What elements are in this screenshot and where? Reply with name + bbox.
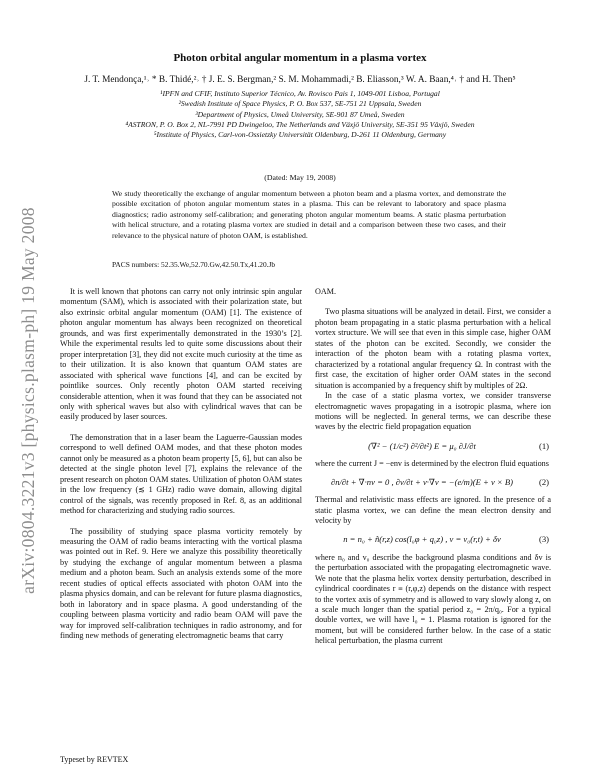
typeset-footer: Typeset by REVTEX [60, 755, 129, 764]
pacs-numbers: PACS numbers: 52.35.We,52.70.Gw,42.50.Tx,41.20.Jb [112, 260, 276, 269]
paragraph: The demonstration that in a laser beam the Laguerre-Gaussian modes correspond to well defined OAM modes, and that these photon modes cannot only be measured as a photon beam property [5, 6], but can also be detected at the single photon level [7], explains the relevance of the present research on photon OAM states. Utilization of photon OAM states in the low frequency (≲ 1 GHz) radio wave domain, allowing digital control of the signals, was recently proposed in Ref. 8, as an additional method for characterizing and studying radio sources. [60, 432, 302, 516]
equation-2 [315, 469, 551, 495]
arxiv-sidebar [10, 180, 46, 620]
left-column [60, 287, 302, 642]
abstract: We study theoretically the exchange of angular momentum between a photon beam and a plasma vortex, and demonstrate the possible excitation of photon angular momentum states in a plasma. This can be relevant to laboratory and space plasma diagnostics; radio astronomy self-calibration; and generating photon angular momentum beams. A static plasma perturbation with helical structure, and a rotating plasma vortex are studied in detail and a comparison between these two cases, and their relevance to the physical nature of photon OAM, is established. [112, 189, 506, 240]
affiliation-3: ³Department of Physics, Umeå University, SE-901 87 Umeå, Sweden [195, 109, 405, 119]
paragraph: OAM. [315, 287, 336, 296]
author-list: J. T. Mendonça,¹˒ * B. Thidé,²˒ † J. E. S. Bergman,² S. M. Mohammadi,² B. Eliasson,³ W. A. Baan,⁴˒ † and H. Then⁵ [84, 75, 516, 85]
paragraph: In the case of a static plasma vortex, we consider transverse electromagnetic waves propagating in a isotropic plasma, where ion motions will be neglected. In general terms, we can describe these waves by the electric field propagation equation [315, 391, 551, 432]
equation-body: ∂n/∂t + ∇·nv = 0 , ∂v/∂t + v·∇v = −(e/m)(E + v × B) [331, 477, 513, 488]
paper-title: Photon orbital angular momentum in a plasma vortex [173, 52, 427, 64]
affiliation-1: ¹IPFN and CFIF, Instituto Superior Técnico, Av. Rovisco Pais 1, 1049-001 Lisboa, Portugal [160, 89, 440, 98]
equation-number: (2) [538, 477, 549, 488]
paragraph: where n₀ and v₀ describe the background plasma conditions and δv is the perturbation associated with the propagating electromagnetic wave. We note that the plasma helix vortex density perturbation, described in cylindrical coordinates r ≡ (r,φ,z) depends on the distance with respect to the vortex axis of symmetry and is allowed to vary slowly along z, on a scale much longer than the spatial period z₀ = 2π/q₀. For a typical double vortex, we will have l₀ = 1. Plasma rotation is ignored for the moment, but will be considered further below. In the case of a static helical perturbation, the plasma current [315, 552, 551, 646]
affiliations [50, 89, 550, 140]
affiliation-2: ²Swedish Institute of Space Physics, P. O. Box 537, SE-751 21 Uppsala, Sweden [178, 99, 422, 109]
affiliation-5: ⁵Institute of Physics, Carl-von-Ossietzky Universität Oldenburg, D-261 11 Oldenburg, Germany [153, 130, 447, 140]
equation-body: (∇² − (1/c²) ∂²/∂t²) E = μ₀ ∂J/∂t [368, 440, 476, 451]
equation-body: n = n₀ + ñ(r,z) cos(l₀φ + q₀z) , v = v₀(r,t) + δv [343, 534, 501, 545]
paragraph: The possibility of studying space plasma vorticity remotely by measuring the OAM of radio beams interacting with the vortical plasma was pointed out in Ref. 9. Here we analyze this possibility theoretically by studying the exchange of angular momentum between a plasma medium and a photon beam. Such an analysis extends some of the more recent studies of optical effects associated with photon OAM into the plasma physics domain, and can be relevant for future plasma diagnostics, both in laboratory and in space plasma. A good understanding of the coupling between plasma vorticity and radio beam OAM will pave the way for improved self-calibration techniques in radio astronomy, and for finding new methods of generating electromagnetic beams that carry [60, 526, 302, 641]
affiliation-4: ⁴ASTRON, P. O. Box 2, NL-7991 PD Dwingeloo, The Netherlands and Växjö University, SE-351 95 Växjö, Sweden [125, 119, 475, 129]
equation-number: (3) [538, 534, 549, 545]
equation-number: (1) [538, 440, 549, 451]
paragraph: Two plasma situations will be analyzed in detail. First, we consider a photon beam propagating in a static plasma perturbation with a helical vortex structure. We will see that even in this simple case, higher OAM states of the photon can be excited. Secondly, we consider the interaction of the photon beam with a rotating plasma vortex, characterized by a rotational angular frequency Ω. In contrast with the first case, the excitation of higher order OAM states in the second situation is accompanied by a frequency shift by multiples of 2Ω. [315, 307, 551, 390]
paragraph: Thermal and relativistic mass effects are ignored. In the presence of a static plasma vortex, we can define the mean electron density and velocity by [315, 495, 551, 526]
paragraph: It is well known that photons can carry not only intrinsic spin angular momentum (SAM), which is associated with their polarization state, but also extrinsic orbital angular momentum (OAM) [1]. The existence of photon angular momentum has always been recognized on theoretical grounds, and was first experimentally demonstrated in the 1930’s [2]. While the experimental results led to quite some discussions about their proper interpretation [3], they did not excite much curiosity at the time as to their utilization. It is also known that quantum OAM states are associated with spherical wave functions [4], and can be excited by pointlike sources. Only recently photon OAM started receiving considerable attention, when it was found that they can be associated not only with spherical waves but also with cylindrical waves that can be easily produced by laser sources. [60, 287, 302, 422]
date-line: (Dated: May 19, 2008) [264, 173, 336, 182]
paragraph: where the current J = −env is determined by the electron fluid equations [315, 458, 549, 468]
equation-1 [315, 433, 551, 459]
arxiv-identifier: arXiv:0804.3221v3 [physics.plasm-ph] 19 May 2008 [17, 206, 38, 594]
right-column [315, 287, 551, 647]
equation-3 [315, 527, 551, 553]
